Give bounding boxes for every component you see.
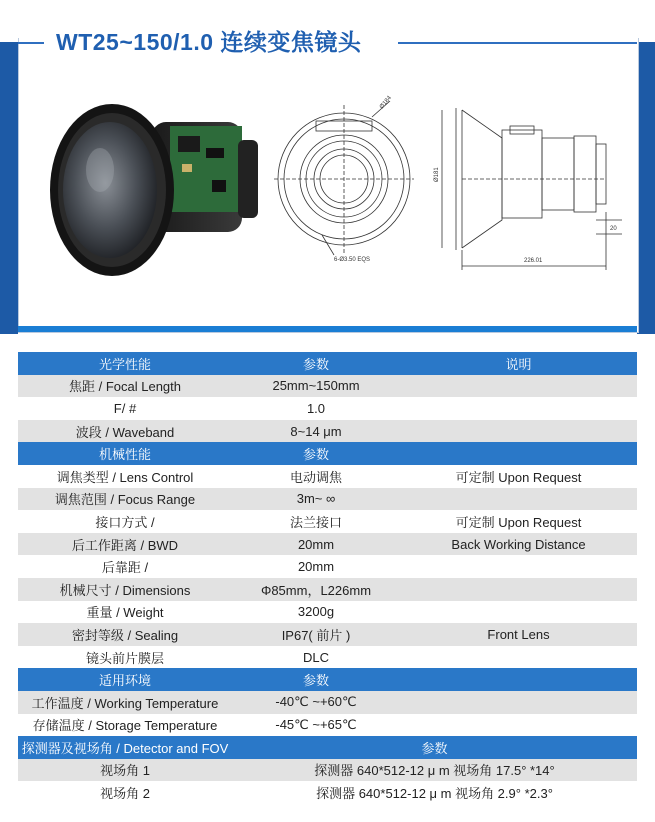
- lens-product-photo: [42, 90, 264, 280]
- header-cell: [400, 668, 637, 691]
- row-value: 探测器 640*512-12 μ m 视场角 17.5° *14°: [232, 759, 637, 782]
- table-row: [18, 691, 637, 714]
- spec-table: [18, 352, 637, 804]
- row-label: 视场角 1: [18, 759, 232, 782]
- table-row: [18, 781, 637, 804]
- row-note: 可定制 Upon Request: [400, 465, 637, 488]
- table-row: [18, 510, 637, 533]
- table-row: [18, 714, 637, 737]
- row-note: [400, 714, 637, 737]
- length-dimension-label: 226.01: [524, 258, 543, 264]
- title-row: [0, 18, 655, 54]
- row-value: 25mm~150mm: [232, 375, 400, 398]
- title-rule-right: [398, 42, 637, 44]
- row-label: 调焦范围 / Focus Range: [18, 488, 232, 511]
- row-label: 存储温度 / Storage Temperature: [18, 714, 232, 737]
- row-label: 调焦类型 / Lens Control: [18, 465, 232, 488]
- table-row: [18, 397, 637, 420]
- row-value: 20mm: [232, 555, 400, 578]
- header-cell: 适用环境: [18, 668, 232, 691]
- row-value: 1.0: [232, 397, 400, 420]
- table-row: [18, 759, 637, 782]
- row-note: Front Lens: [400, 623, 637, 646]
- row-note: [400, 488, 637, 511]
- table-row: [18, 601, 637, 624]
- left-accent-band: [0, 42, 18, 334]
- header-cell: 机械性能: [18, 442, 232, 465]
- table-row: [18, 488, 637, 511]
- row-value: 3200g: [232, 601, 400, 624]
- row-note: [400, 578, 637, 601]
- side-view-drawing: [432, 100, 630, 280]
- table-row: [18, 578, 637, 601]
- row-note: [400, 420, 637, 443]
- row-label: 密封等级 / Sealing: [18, 623, 232, 646]
- front-view-drawing: [272, 95, 422, 265]
- row-label: 镜头前片膜层: [18, 646, 232, 669]
- row-label: 重量 / Weight: [18, 601, 232, 624]
- title-rule-left: [18, 42, 44, 44]
- header-cell: 说明: [400, 352, 637, 375]
- table-header-fov: [18, 736, 637, 759]
- table-row: [18, 623, 637, 646]
- row-value: -45℃ ~+65℃: [232, 714, 400, 737]
- table-row: [18, 555, 637, 578]
- header-cell: 光学性能: [18, 352, 232, 375]
- table-row: [18, 375, 637, 398]
- row-value: -40℃ ~+60℃: [232, 691, 400, 714]
- row-note: 可定制 Upon Request: [400, 510, 637, 533]
- header-cell: 参数: [232, 352, 400, 375]
- table-row: [18, 646, 637, 669]
- row-label: 波段 / Waveband: [18, 420, 232, 443]
- row-label: 视场角 2: [18, 781, 232, 804]
- header-cell: [400, 442, 637, 465]
- bwd-dimension-label: 20: [610, 226, 617, 232]
- page-title: WT25~150/1.0 连续变焦镜头: [56, 29, 362, 55]
- table-row: [18, 420, 637, 443]
- front-diameter-label: Ø184: [378, 95, 393, 111]
- row-value: 20mm: [232, 533, 400, 556]
- row-note: [400, 601, 637, 624]
- row-label: 接口方式 /: [18, 510, 232, 533]
- row-value: 8~14 μm: [232, 420, 400, 443]
- row-note: Back Working Distance: [400, 533, 637, 556]
- row-label: 焦距 / Focal Length: [18, 375, 232, 398]
- table-row: [18, 465, 637, 488]
- row-value: Φ85mm，L226mm: [232, 578, 400, 601]
- row-value: 电动调焦: [232, 465, 400, 488]
- row-label: 后工作距离 / BWD: [18, 533, 232, 556]
- row-label: 后靠距 /: [18, 555, 232, 578]
- row-note: [400, 397, 637, 420]
- header-cell: 参数: [232, 736, 637, 759]
- row-label: 机械尺寸 / Dimensions: [18, 578, 232, 601]
- right-accent-band: [637, 42, 655, 334]
- table-header-mechanical: [18, 442, 637, 465]
- row-note: [400, 555, 637, 578]
- mounting-holes-label: 6-Ø3.50 EQS: [334, 257, 371, 263]
- row-value: IP67( 前片 ): [232, 623, 400, 646]
- section-divider-bar: [18, 326, 637, 332]
- row-label: F/ #: [18, 397, 232, 420]
- header-cell: 探测器及视场角 / Detector and FOV: [18, 736, 232, 759]
- row-value: 探测器 640*512-12 μ m 视场角 2.9° *2.3°: [232, 781, 637, 804]
- row-value: DLC: [232, 646, 400, 669]
- row-note: [400, 646, 637, 669]
- height-dimension-label: Ø181: [434, 167, 440, 182]
- row-value: 法兰接口: [232, 510, 400, 533]
- row-note: [400, 691, 637, 714]
- header-cell: 参数: [232, 668, 400, 691]
- row-value: 3m~ ∞: [232, 488, 400, 511]
- row-label: 工作温度 / Working Temperature: [18, 691, 232, 714]
- table-row: [18, 533, 637, 556]
- header-cell: 参数: [232, 442, 400, 465]
- table-header-optical: [18, 352, 637, 375]
- table-header-environment: [18, 668, 637, 691]
- row-note: [400, 375, 637, 398]
